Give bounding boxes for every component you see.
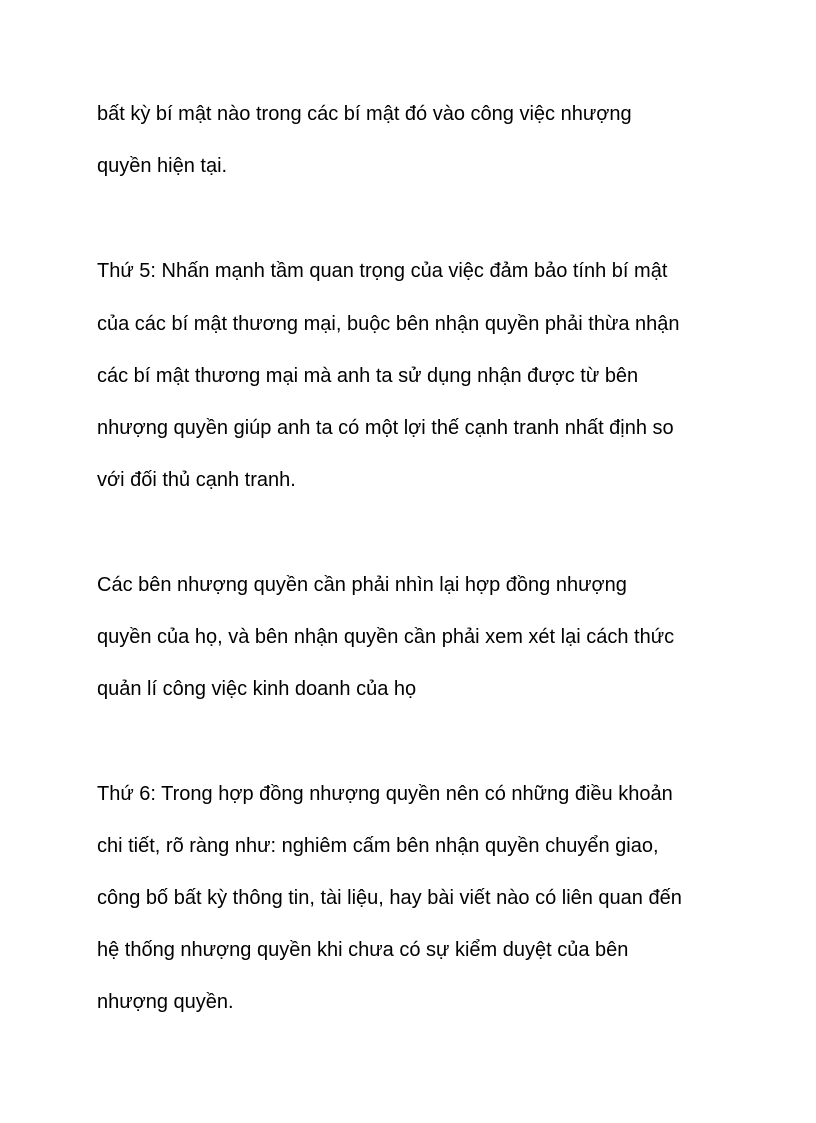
paragraph-2-line-4: nhượng quyền giúp anh ta có một lợi thế cạnh tranh nhất định so [97, 417, 674, 439]
paragraph-1-line-1: bất kỳ bí mật nào trong các bí mật đó vào công việc nhượng [97, 103, 632, 125]
paragraph-3-line-3: quản lí công việc kinh doanh của họ [97, 678, 417, 700]
paragraph-4-line-2: chi tiết, rõ ràng như: nghiêm cấm bên nhận quyền chuyển giao, [97, 835, 659, 857]
paragraph-3-line-2: quyền của họ, và bên nhận quyền cần phải xem xét lại cách thức [97, 626, 675, 648]
paragraph-4-line-1: Thứ 6: Trong hợp đồng nhượng quyền nên có những điều khoản [97, 783, 673, 805]
paragraph-4-line-3: công bố bất kỳ thông tin, tài liệu, hay bài viết nào có liên quan đến [97, 887, 682, 909]
paragraph-2-line-1: Thứ 5: Nhấn mạnh tầm quan trọng của việc đảm bảo tính bí mật [97, 260, 668, 282]
paragraph-3-line-1: Các bên nhượng quyền cần phải nhìn lại hợp đồng nhượng [97, 574, 627, 596]
paragraph-4-line-5: nhượng quyền. [97, 991, 234, 1013]
paragraph-1-line-2: quyền hiện tại. [97, 155, 228, 177]
paragraph-2-line-2: của các bí mật thương mại, buộc bên nhận quyền phải thừa nhận [97, 313, 680, 335]
paragraph-4-line-4: hệ thống nhượng quyền khi chưa có sự kiểm duyệt của bên [97, 939, 629, 961]
paragraph-2-line-3: các bí mật thương mại mà anh ta sử dụng nhận được từ bên [97, 365, 639, 387]
paragraph-2-line-5: với đối thủ cạnh tranh. [97, 469, 296, 491]
